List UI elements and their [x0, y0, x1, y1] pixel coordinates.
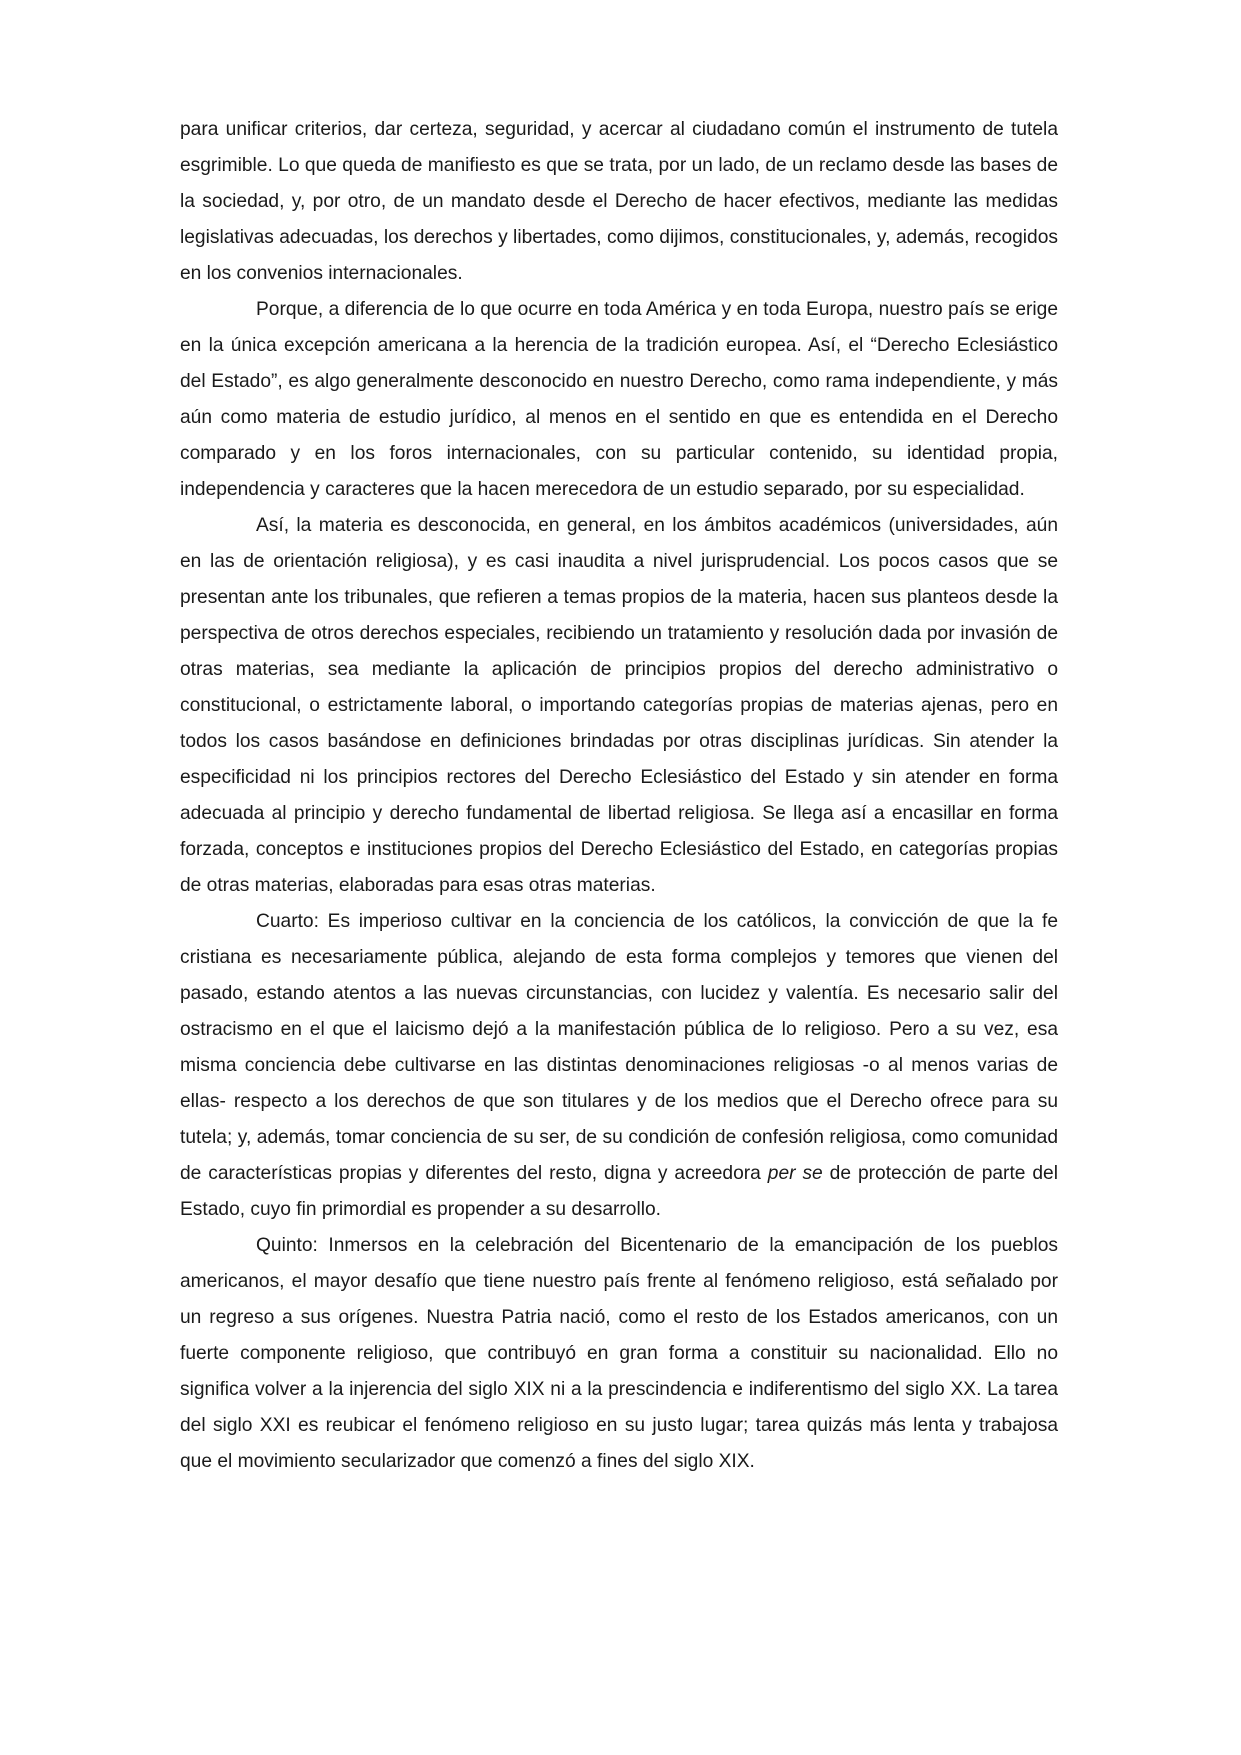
paragraph-cuarto-text: Cuarto: Es imperioso cultivar en la conciencia de los católicos, la convicción de que la fe cristiana es necesariamente pública, alejando de esta forma complejos y temores que vienen del pasado, estando atentos a las nuevas circunstancias, con lucidez y valentía. Es necesario salir del ostracismo en el que el laicismo dejó a la manifestación pública de lo religioso. Pero a su vez, esa misma conciencia debe cultivarse en las distintas denominaciones religiosas -o al menos varias de ellas- respecto a los derechos de que son titulares y de los medios que el Derecho ofrece para su tutela; y, además, tomar conciencia de su ser, de su condición de confesión religiosa, como comunidad de características propias y diferentes del resto, digna y acreedora	[180, 911, 1058, 1184]
paragraph-cuarto-text-end: de protección de parte del Estado, cuyo fin primordial es propender a su desarrollo.	[180, 1163, 1058, 1220]
paragraph-cuarto	[180, 904, 1058, 1228]
paragraph-cuarto-italic: per se	[767, 1163, 823, 1184]
body-text	[180, 112, 1058, 1480]
paragraph-continuation: para unificar criterios, dar certeza, seguridad, y acercar al ciudadano común el instrumento de tutela esgrimible. Lo que queda de manifiesto es que se trata, por un lado, de un reclamo desde las bases de la sociedad, y, por otro, de un mandato desde el Derecho de hacer efectivos, mediante las medidas legislativas adecuadas, los derechos y libertades, como dijimos, constitucionales, y, además, recogidos en los convenios internacionales.	[180, 119, 1058, 284]
paragraph-quinto: Quinto: Inmersos en la celebración del Bicentenario de la emancipación de los pueblos americanos, el mayor desafío que tiene nuestro país frente al fenómeno religioso, está señalado por un regreso a sus orígenes. Nuestra Patria nació, como el resto de los Estados americanos, con un fuerte componente religioso, que contribuyó en gran forma a constituir su nacionalidad. Ello no significa volver a la injerencia del siglo XIX ni a la prescindencia e indiferentismo del siglo XX. La tarea del siglo XXI es reubicar el fenómeno religioso en su justo lugar; tarea quizás más lenta y trabajosa que el movimiento secularizador que comenzó a fines del siglo XIX.	[180, 1235, 1058, 1472]
paragraph-materia-desconocida: Así, la materia es desconocida, en general, en los ámbitos académicos (universidades, aún en las de orientación religiosa), y es casi inaudita a nivel jurisprudencial. Los pocos casos que se presentan ante los tribunales, que refieren a temas propios de la materia, hacen sus planteos desde la perspectiva de otros derechos especiales, recibiendo un tratamiento y resolución dada por invasión de otras materias, sea mediante la aplicación de principios propios del derecho administrativo o constitucional, o estrictamente laboral, o importando categorías propias de materias ajenas, pero en todos los casos basándose en definiciones brindadas por otras disciplinas jurídicas. Sin atender la especificidad ni los principios rectores del Derecho Eclesiástico del Estado y sin atender en forma adecuada al principio y derecho fundamental de libertad religiosa. Se llega así a encasillar en forma forzada, conceptos e instituciones propios del Derecho Eclesiástico del Estado, en categorías propias de otras materias, elaboradas para esas otras materias.	[180, 515, 1058, 896]
paragraph-porque: Porque, a diferencia de lo que ocurre en toda América y en toda Europa, nuestro país se erige en la única excepción americana a la herencia de la tradición europea. Así, el “Derecho Eclesiástico del Estado”, es algo generalmente desconocido en nuestro Derecho, como rama independiente, y más aún como materia de estudio jurídico, al menos en el sentido en que es entendida en el Derecho comparado y en los foros internacionales, con su particular contenido, su identidad propia, independencia y caracteres que la hacen merecedora de un estudio separado, por su especialidad.	[180, 299, 1058, 500]
